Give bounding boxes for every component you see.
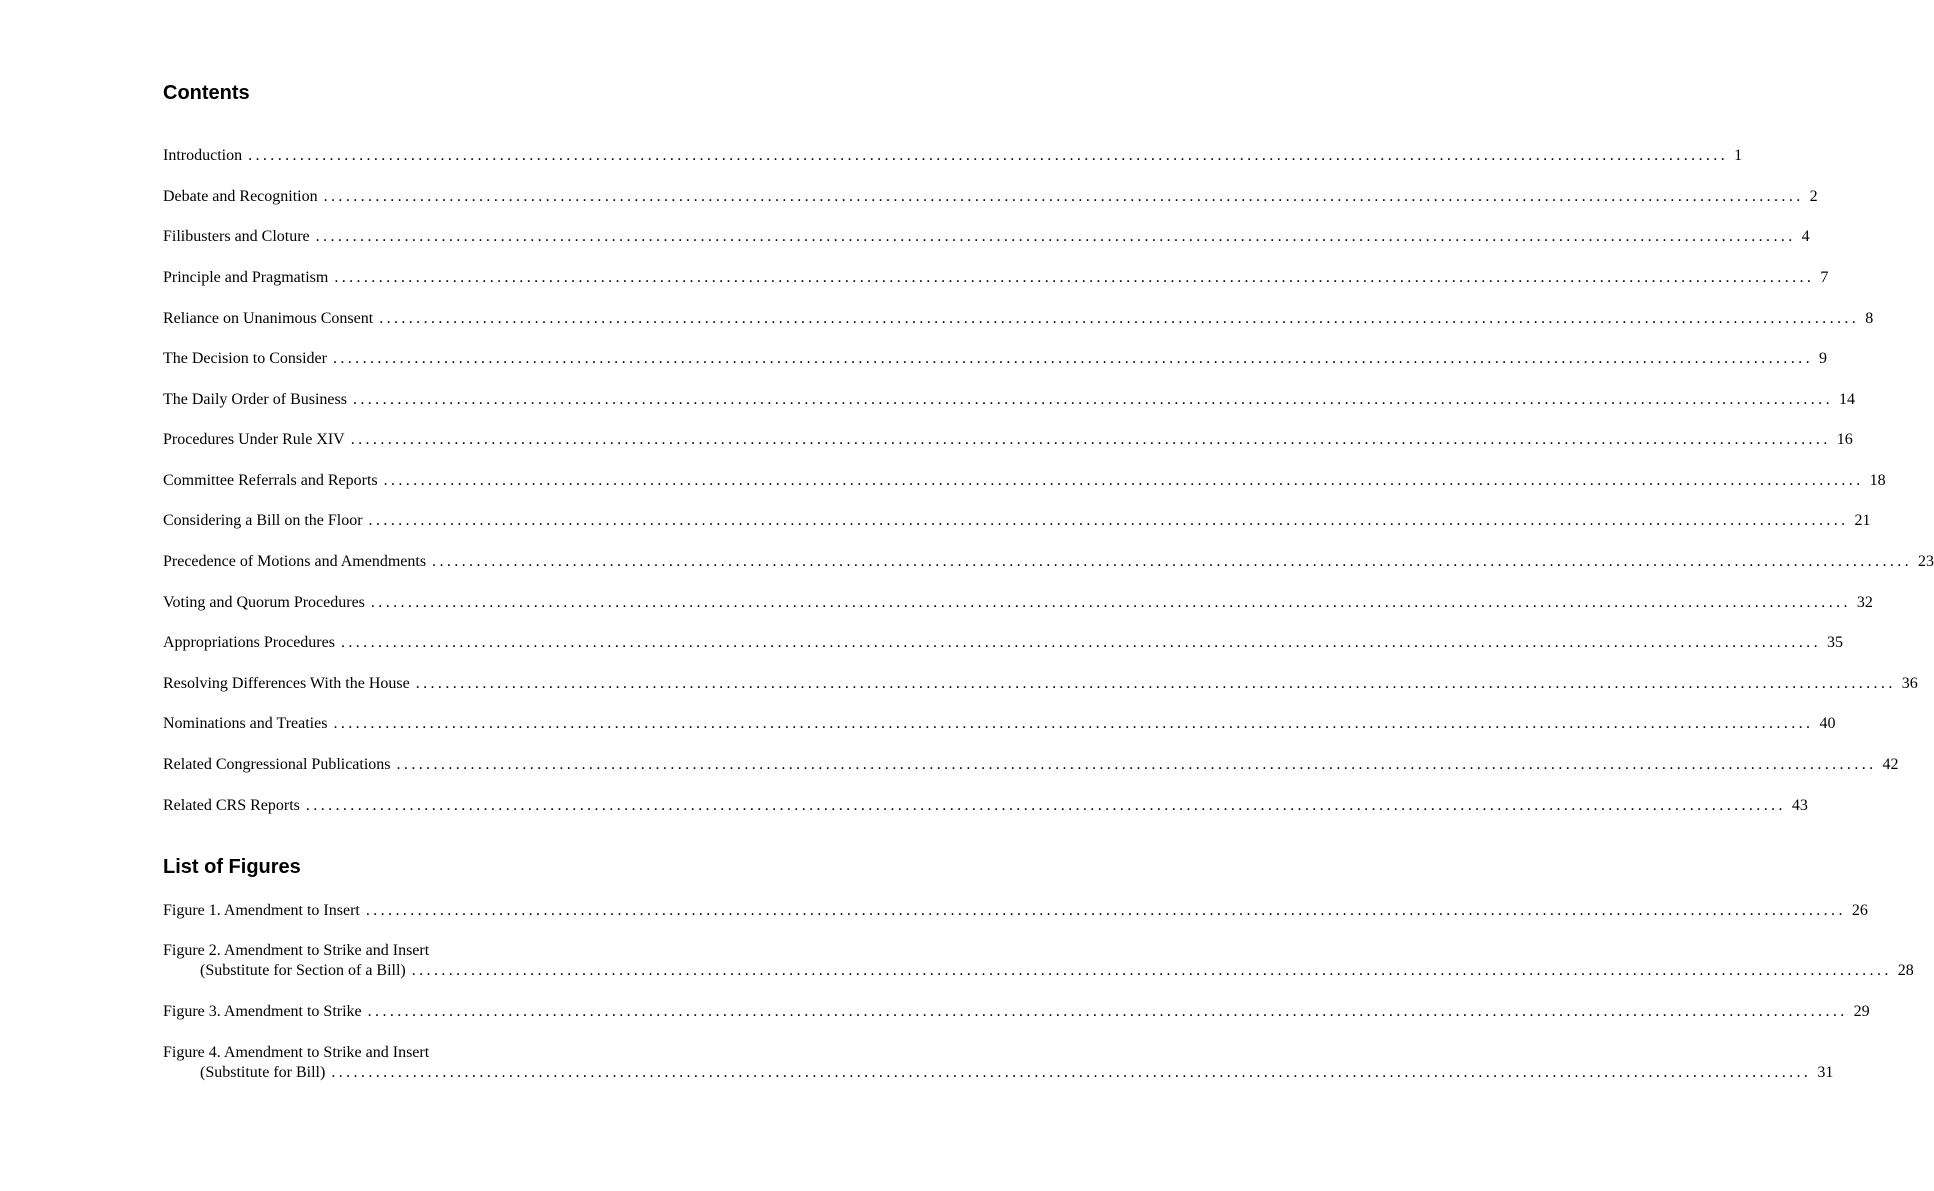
toc-entry-page: 8 bbox=[1865, 310, 1874, 327]
figure-entry-title: Figure 2. Amendment to Strike and Insert bbox=[163, 942, 430, 959]
dot-leader: ........................................................................................................................................................................................................ bbox=[365, 902, 1846, 919]
dot-leader: ........................................................................................................................................................................................................ bbox=[396, 756, 1877, 773]
toc-entry[interactable] bbox=[163, 471, 1886, 491]
toc-entry-title: Introduction bbox=[163, 147, 243, 164]
dot-leader: ........................................................................................................................................................................................................ bbox=[370, 594, 1851, 611]
dot-leader: ........................................................................................................................................................................................................ bbox=[305, 797, 1786, 814]
dot-leader: ........................................................................................................................................................................................................ bbox=[332, 350, 1813, 367]
toc-entry-page: 42 bbox=[1882, 756, 1899, 773]
toc-entry[interactable] bbox=[163, 187, 1818, 207]
toc-entry-page: 35 bbox=[1826, 634, 1843, 651]
toc-entry-title: Voting and Quorum Procedures bbox=[163, 594, 365, 611]
toc-entry-page: 18 bbox=[1869, 472, 1886, 489]
toc-entry[interactable] bbox=[163, 714, 1836, 734]
toc-entry-page: 7 bbox=[1820, 269, 1829, 286]
toc-entry[interactable] bbox=[163, 633, 1843, 653]
toc-entry-page: 43 bbox=[1791, 797, 1808, 814]
toc-entry-page: 9 bbox=[1818, 350, 1827, 367]
list-of-figures-heading: List of Figures bbox=[163, 856, 301, 878]
toc-entry[interactable] bbox=[163, 430, 1853, 450]
contents-heading: Contents bbox=[163, 82, 250, 104]
toc-entry-page: 36 bbox=[1901, 675, 1918, 692]
figure-entry-subtitle: (Substitute for Bill) bbox=[200, 1064, 326, 1081]
dot-leader: ........................................................................................................................................................................................................ bbox=[350, 431, 1831, 448]
figure-entry-subtitle: (Substitute for Section of a Bill) bbox=[200, 962, 406, 979]
figure-entry-title: Figure 1. Amendment to Insert bbox=[163, 902, 360, 919]
toc-entry-title: The Decision to Consider bbox=[163, 350, 327, 367]
figure-entry[interactable] bbox=[163, 941, 1914, 981]
toc-entry-title: Precedence of Motions and Amendments bbox=[163, 553, 427, 570]
figure-entry-page: 29 bbox=[1853, 1003, 1870, 1020]
toc-entry-title: Resolving Differences With the House bbox=[163, 675, 410, 692]
toc-entry[interactable] bbox=[163, 796, 1808, 816]
toc-entry[interactable] bbox=[163, 390, 1855, 410]
toc-entry-title: Filibusters and Cloture bbox=[163, 228, 310, 245]
toc-entry-title: Debate and Recognition bbox=[163, 188, 318, 205]
figure-entry-title: Figure 4. Amendment to Strike and Insert bbox=[163, 1044, 430, 1061]
toc-entry[interactable] bbox=[163, 552, 1934, 572]
toc-entry-page: 1 bbox=[1734, 147, 1743, 164]
toc-entry-page: 14 bbox=[1838, 391, 1855, 408]
toc-entry[interactable] bbox=[163, 268, 1829, 288]
toc-entry-page: 21 bbox=[1854, 512, 1871, 529]
toc-entry[interactable] bbox=[163, 146, 1743, 166]
toc-entry[interactable] bbox=[163, 755, 1899, 775]
toc-entry-page: 16 bbox=[1836, 431, 1853, 448]
figure-entry-page: 31 bbox=[1817, 1064, 1834, 1081]
figure-entry-page: 26 bbox=[1851, 902, 1868, 919]
toc-entry[interactable] bbox=[163, 349, 1827, 369]
toc-entry-page: 4 bbox=[1801, 228, 1810, 245]
figure-entry[interactable] bbox=[163, 1043, 1834, 1083]
dot-leader: ........................................................................................................................................................................................................ bbox=[315, 228, 1796, 245]
dot-leader: ........................................................................................................................................................................................................ bbox=[333, 715, 1814, 732]
toc-entry-page: 23 bbox=[1918, 553, 1934, 570]
toc-entry-page: 32 bbox=[1856, 594, 1873, 611]
dot-leader: ........................................................................................................................................................................................................ bbox=[415, 675, 1896, 692]
toc-entry-title: Committee Referrals and Reports bbox=[163, 472, 378, 489]
toc-entry-title: Reliance on Unanimous Consent bbox=[163, 310, 374, 327]
toc-entry-page: 2 bbox=[1809, 188, 1818, 205]
toc-entry[interactable] bbox=[163, 674, 1918, 694]
dot-leader: ........................................................................................................................................................................................................ bbox=[379, 310, 1860, 327]
dot-leader: ........................................................................................................................................................................................................ bbox=[368, 512, 1849, 529]
figure-entry[interactable] bbox=[163, 1002, 1870, 1022]
toc-entry-title: Procedures Under Rule XIV bbox=[163, 431, 345, 448]
figure-entry-page: 28 bbox=[1897, 962, 1914, 979]
toc-entry-title: Related CRS Reports bbox=[163, 797, 300, 814]
toc-entry-title: Related Congressional Publications bbox=[163, 756, 391, 773]
dot-leader: ........................................................................................................................................................................................................ bbox=[367, 1003, 1848, 1020]
dot-leader: ........................................................................................................................................................................................................ bbox=[411, 962, 1892, 979]
toc-entry-page: 40 bbox=[1819, 715, 1836, 732]
dot-leader: ........................................................................................................................................................................................................ bbox=[323, 188, 1804, 205]
dot-leader: ........................................................................................................................................................................................................ bbox=[340, 634, 1821, 651]
dot-leader: ........................................................................................................................................................................................................ bbox=[248, 147, 1729, 164]
toc-entry-title: Considering a Bill on the Floor bbox=[163, 512, 363, 529]
figure-entry[interactable] bbox=[163, 901, 1868, 921]
toc-entry-title: The Daily Order of Business bbox=[163, 391, 347, 408]
dot-leader: ........................................................................................................................................................................................................ bbox=[383, 472, 1864, 489]
toc-entry-title: Principle and Pragmatism bbox=[163, 269, 329, 286]
toc-entry[interactable] bbox=[163, 511, 1871, 531]
toc-entry-title: Nominations and Treaties bbox=[163, 715, 328, 732]
dot-leader: ........................................................................................................................................................................................................ bbox=[334, 269, 1815, 286]
dot-leader: ........................................................................................................................................................................................................ bbox=[331, 1064, 1812, 1081]
toc-entry[interactable] bbox=[163, 227, 1810, 247]
toc-entry[interactable] bbox=[163, 593, 1873, 613]
figure-entry-title: Figure 3. Amendment to Strike bbox=[163, 1003, 362, 1020]
toc-entry[interactable] bbox=[163, 309, 1874, 329]
toc-entry-title: Appropriations Procedures bbox=[163, 634, 335, 651]
dot-leader: ........................................................................................................................................................................................................ bbox=[352, 391, 1833, 408]
dot-leader: ........................................................................................................................................................................................................ bbox=[432, 553, 1913, 570]
